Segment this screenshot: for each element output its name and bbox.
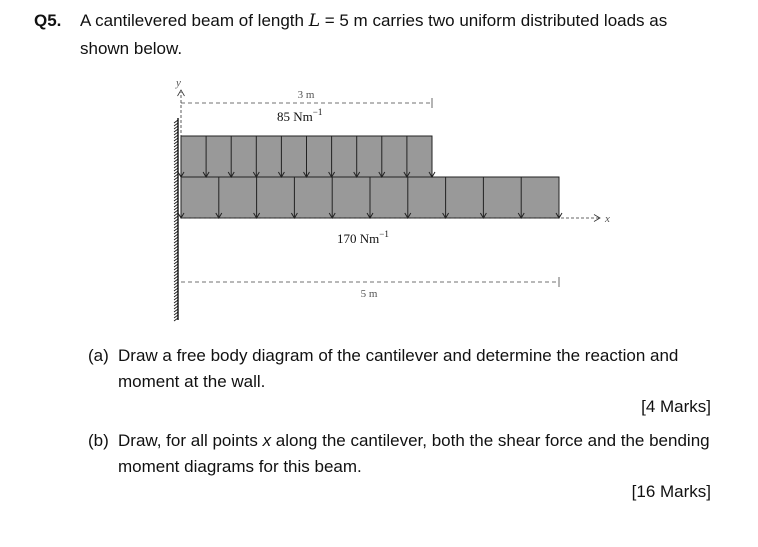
question-number: Q5. — [34, 11, 62, 30]
length-variable: L — [308, 11, 320, 31]
part-a-label: (a) — [88, 346, 109, 365]
dimension-5m-label: 5 m — [360, 288, 378, 300]
part-b-marks: [16 Marks] — [631, 482, 711, 501]
part-b-text: Draw, for all points x along the cantilever, both the shear force and the bending moment diagrams for this beam. — [118, 431, 710, 476]
question-text: A cantilevered beam of length L = 5 m carries two uniform distributed loads as shown below. — [80, 11, 668, 58]
dimension-3m-label: 3 m — [297, 89, 315, 101]
part-a-text: Draw a free body diagram of the cantilever and determine the reaction and moment at the wall. — [118, 346, 679, 391]
part-b-variable: x — [262, 431, 272, 450]
part-a-marks: [4 Marks] — [641, 397, 711, 416]
top-load-label: 85 $Nm^{-1}$ — [277, 107, 323, 124]
x-axis-label: x — [605, 213, 610, 225]
distributed-loads — [178, 136, 562, 218]
bottom-load-label: 170 $Nm^{-1}$ — [337, 229, 389, 246]
y-axis-label: y — [176, 77, 181, 89]
part-b-label: (b) — [88, 431, 109, 450]
